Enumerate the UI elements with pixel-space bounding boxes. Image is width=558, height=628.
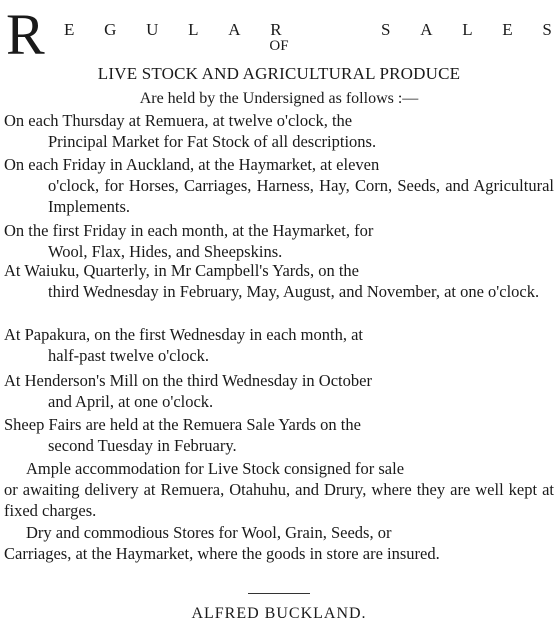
paragraph-first-line: At Waiuku, Quarterly, in Mr Campbell's Yards, on the: [4, 261, 359, 280]
paragraph-first-line: Sheep Fairs are held at the Remuera Sale Yards on the: [4, 415, 361, 434]
intro-line: Are held by the Undersigned as follows :—: [139, 90, 419, 107]
heading-letter: S: [381, 20, 391, 39]
paragraph-continuation: or awaiting delivery at Remuera, Otahuhu, and Drury, where they are well kept at fixed charges.: [4, 480, 554, 520]
paragraph-continuation: and April, at one o'clock.: [48, 392, 214, 411]
paragraph-continuation: Wool, Flax, Hides, and Sheepskins.: [48, 242, 283, 261]
paragraph-continuation: Principal Market for Fat Stock of all descriptions.: [48, 132, 377, 151]
paragraph-first-line: At Papakura, on the first Wednesday in each month, at: [4, 325, 363, 344]
paragraph-first-line: At Henderson's Mill on the third Wednesday in October: [4, 371, 372, 390]
paragraph-waiuku: [4, 260, 554, 302]
heading-letters: [64, 20, 552, 40]
heading-letter: L: [462, 20, 473, 39]
paragraph-first-line: On the first Friday in each month, at the Haymarket, for: [4, 221, 374, 240]
paragraph-continuation: third Wednesday in February, May, August, and November, at one o'clock.: [48, 282, 540, 301]
paragraph-hendersons-mill: [4, 370, 554, 412]
paragraph-continuation: o'clock, for Horses, Carriages, Harness, Hay, Corn, Seeds, and Agricultural Implements.: [48, 176, 554, 216]
paragraph-first-line: Ample accommodation for Live Stock consigned for sale: [26, 459, 405, 478]
heading-letter: R: [270, 20, 282, 39]
paragraph-continuation: Carriages, at the Haymarket, where the goods in store are insured.: [4, 544, 440, 563]
paragraph-papakura: [4, 324, 554, 366]
drop-cap: R: [6, 2, 45, 67]
heading-letter: G: [104, 20, 117, 39]
heading-letter: A: [228, 20, 241, 39]
heading-letter: A: [420, 20, 433, 39]
subheading: LIVE STOCK AND AGRICULTURAL PRODUCE: [97, 64, 461, 83]
heading-spacer: [311, 20, 351, 40]
paragraph-sheep-fairs: [4, 414, 554, 456]
paragraph-first-friday: [4, 220, 554, 262]
paragraph-thursday-remuera: [4, 110, 554, 152]
heading-letter: L: [188, 20, 199, 39]
heading-letter: U: [146, 20, 159, 39]
heading-letter: S: [542, 20, 552, 39]
signature: ALFRED BUCKLAND.: [191, 605, 367, 622]
paragraph-accommodation: [4, 458, 554, 521]
paragraph-first-line: On each Friday in Auckland, at the Haymarket, at eleven: [4, 155, 380, 174]
paragraph-continuation: second Tuesday in February.: [48, 436, 237, 455]
heading-letter: E: [64, 20, 75, 39]
paragraph-continuation: half-past twelve o'clock.: [48, 346, 210, 365]
heading-letter: E: [502, 20, 513, 39]
paragraph-friday-auckland: [4, 154, 554, 217]
paragraph-stores: [4, 522, 554, 564]
heading-of: OF: [269, 38, 289, 54]
paragraph-first-line: On each Thursday at Remuera, at twelve o'clock, the: [4, 111, 353, 130]
paragraph-first-line: Dry and commodious Stores for Wool, Grain, Seeds, or: [26, 523, 392, 542]
divider-rule: [248, 593, 310, 594]
